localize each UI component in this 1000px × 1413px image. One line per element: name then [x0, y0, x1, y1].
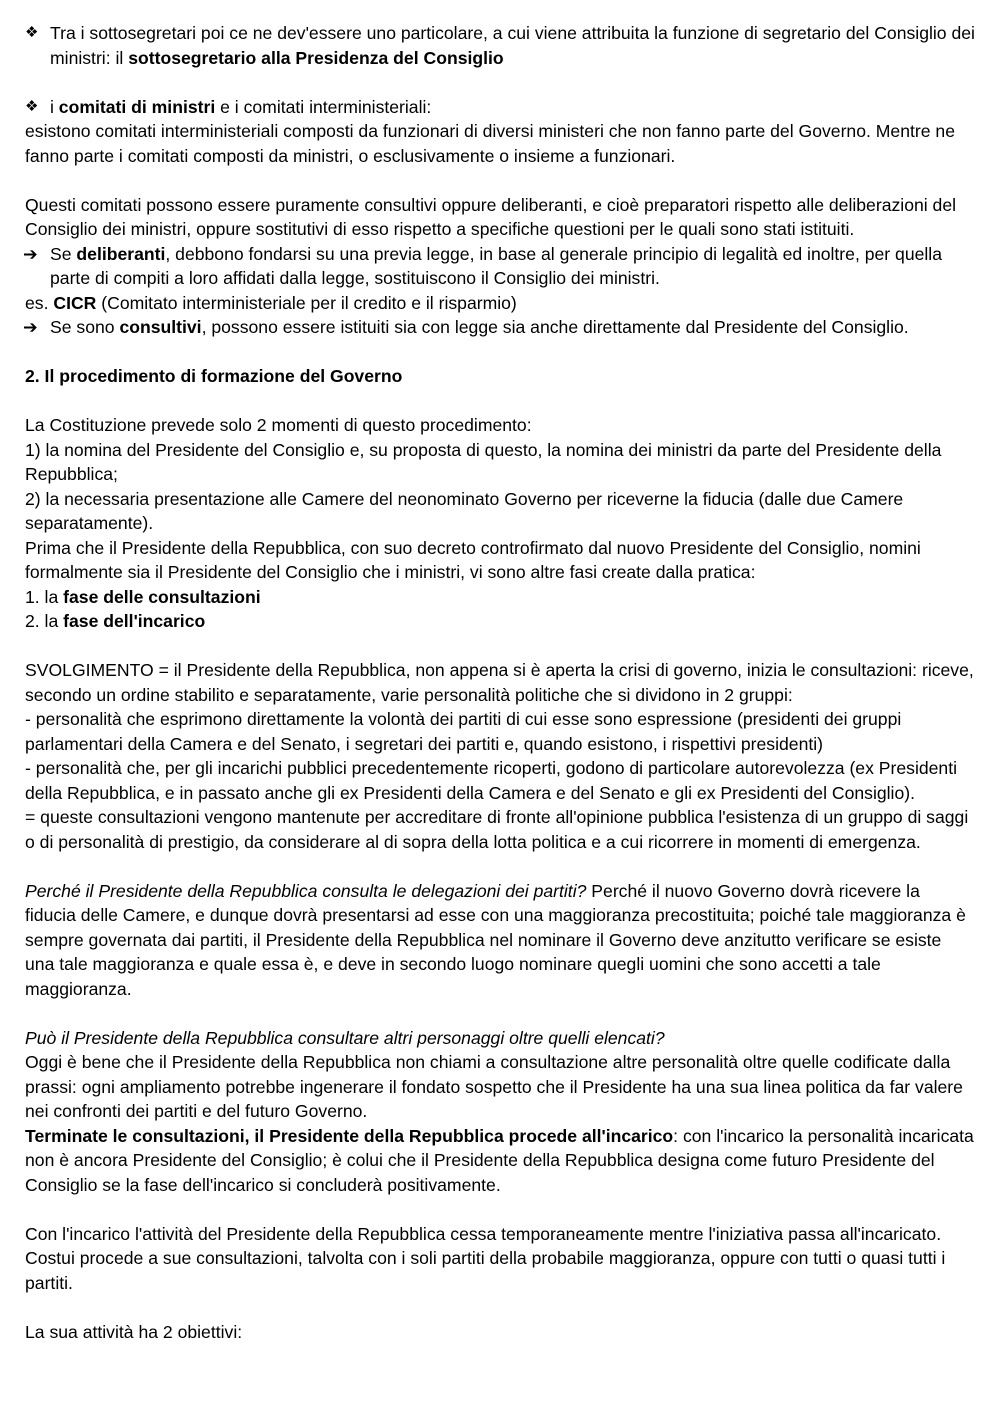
diamond-bullet-icon: ❖ [25, 24, 39, 41]
paragraph-perche: Perché il Presidente della Repubblica consulta le delegazioni dei partiti? Perché il nuovo Governo dovrà ricevere la fiducia delle Camere, e dunque dovrà presentarsi ad esse con una maggioranza precostituita; poiché tale maggioranza è sempre governata dai partiti, il Presidente della Repubblica nel nominare il Governo deve anzitutto verificare se esiste una tale maggioranza e quale essa è, e deve in secondo luogo nominare quegli uomini che sono accetti a tale maggioranza. [25, 880, 966, 999]
paragraph-comitati-interministeriali: esistono comitati interministeriali composti da funzionari di diversi ministeri che non fanno parte del Governo. Mentre ne fanno parte i comitati composti da ministri, o esclusivamente o insieme a funzionari. [25, 121, 955, 166]
paragraph-gruppo-2: - personalità che, per gli incarichi pubblici precedentemente ricoperti, godono di particolare autorevolezza (ex Presidenti della Repubblica, e in passato anche gli ex Presidenti della Camera e del Senato e gli ex Presidenti del Consiglio). [25, 758, 958, 803]
phase-incarico: 2. la fase dell'incarico [25, 611, 206, 631]
paragraph-consultazioni-mantenute: = queste consultazioni vengono mantenute per accreditare di fronte all'opinione pubblica l'esistenza di un gruppo di saggi o di personalità di prestigio, da considerare al di sopra della lotta politica e a cui ricorrere in momenti di emergenza. [25, 807, 969, 852]
example-cicr: es. CICR (Comitato interministeriale per il credito e il risparmio) [25, 292, 517, 313]
arrow-item-deliberanti: ➔ Se deliberanti, debbono fondarsi su una previa legge, in base al generale principio di legalità ed inoltre, per quella parte di compiti a loro affidati dalla legge, sostituiscono il Consiglio dei ministri. [23, 243, 942, 288]
paragraph-costituzione: La Costituzione prevede solo 2 momenti di questo procedimento: [25, 415, 532, 435]
arrow-item-consultivi: ➔ Se sono consultivi, possono essere istituiti sia con legge sia anche direttamente dal Presidente del Consiglio. [25, 315, 975, 340]
bullet-comitati: ❖ i comitati di ministri e i comitati interministeriali: [25, 95, 975, 120]
question-altri-personaggi: Può il Presidente della Repubblica consultare altri personaggi oltre quelli elencati? [25, 1027, 665, 1048]
paragraph-terminate: Terminate le consultazioni, il Presidente della Repubblica procede all'incarico: con l'incarico la personalità incaricata non è ancora Presidente del Consiglio; è colui che il Presidente della Repubblica designa come futuro Presidente del Consiglio se la fase dell'incarico si concluderà positivamente. [25, 1125, 974, 1195]
paragraph-consultivi-deliberanti: Questi comitati possono essere puramente consultivi oppure deliberanti, e cioè preparatori rispetto alle deliberazioni del Consiglio dei ministri, oppure sostitutivi di esso rispetto a specifiche questioni per le quali sono stati istituiti. [25, 194, 957, 239]
paragraph-obiettivi: La sua attività ha 2 obiettivi: [25, 1321, 243, 1342]
paragraph-momento-2: 2) la necessaria presentazione alle Camere del neonominato Governo per riceverne la fiducia (dalle due Camere separatamente). [25, 488, 904, 533]
paragraph-momento-1: 1) la nomina del Presidente del Consiglio e, su proposta di questo, la nomina dei ministri da parte del Presidente della Repubblica; [25, 439, 942, 484]
arrow-bullet-icon: ➔ [23, 317, 38, 337]
paragraph-oggi: Oggi è bene che il Presidente della Repubblica non chiami a consultazione altre personalità oltre quelle codificate dalla prassi: ogni ampliamento potrebbe ingenerare il fondato sospetto che il Presidente ha una sua linea politica da far valere nei confronti dei partiti e del futuro Governo. [25, 1052, 963, 1121]
paragraph-svolgimento: SVOLGIMENTO = il Presidente della Repubblica, non appena si è aperta la crisi di governo, inizia le consultazioni: riceve, secondo un ordine stabilito e separatamente, varie personalità politiche che si dividono in 2 gruppi: [25, 660, 974, 705]
diamond-bullet-icon: ❖ [25, 97, 39, 115]
bullet-sottosegretario: ❖ Tra i sottosegretari poi ce ne dev'essere uno particolare, a cui viene attribuita la funzione di segretario del Consiglio dei ministri: il sottosegretario alla Presidenza del Consiglio [25, 23, 975, 68]
phase-consultazioni: 1. la fase delle consultazioni [25, 586, 261, 607]
section-heading: 2. Il procedimento di formazione del Governo [25, 366, 403, 386]
paragraph-gruppo-1: - personalità che esprimono direttamente la volontà dei partiti di cui esse sono espressione (presidenti dei gruppi parlamentari della Camera e del Senato, i segretari dei partiti e, quando esistono, i rispettivi presidenti) [25, 709, 902, 754]
paragraph-incaricato: Con l'incarico l'attività del Presidente della Repubblica cessa temporaneamente mentre l'iniziativa passa all'incaricato. Costui procede a sue consultazioni, talvolta con i soli partiti della probabile maggioranza, oppure con tutti o quasi tutti i partiti. [25, 1223, 946, 1293]
arrow-bullet-icon: ➔ [23, 243, 38, 264]
paragraph-prima-che: Prima che il Presidente della Repubblica, con suo decreto controfirmato dal nuovo Presidente del Consiglio, nomini formalmente sia il Presidente del Consiglio che i ministri, vi sono altre fasi create dalla pratica: [25, 537, 921, 582]
